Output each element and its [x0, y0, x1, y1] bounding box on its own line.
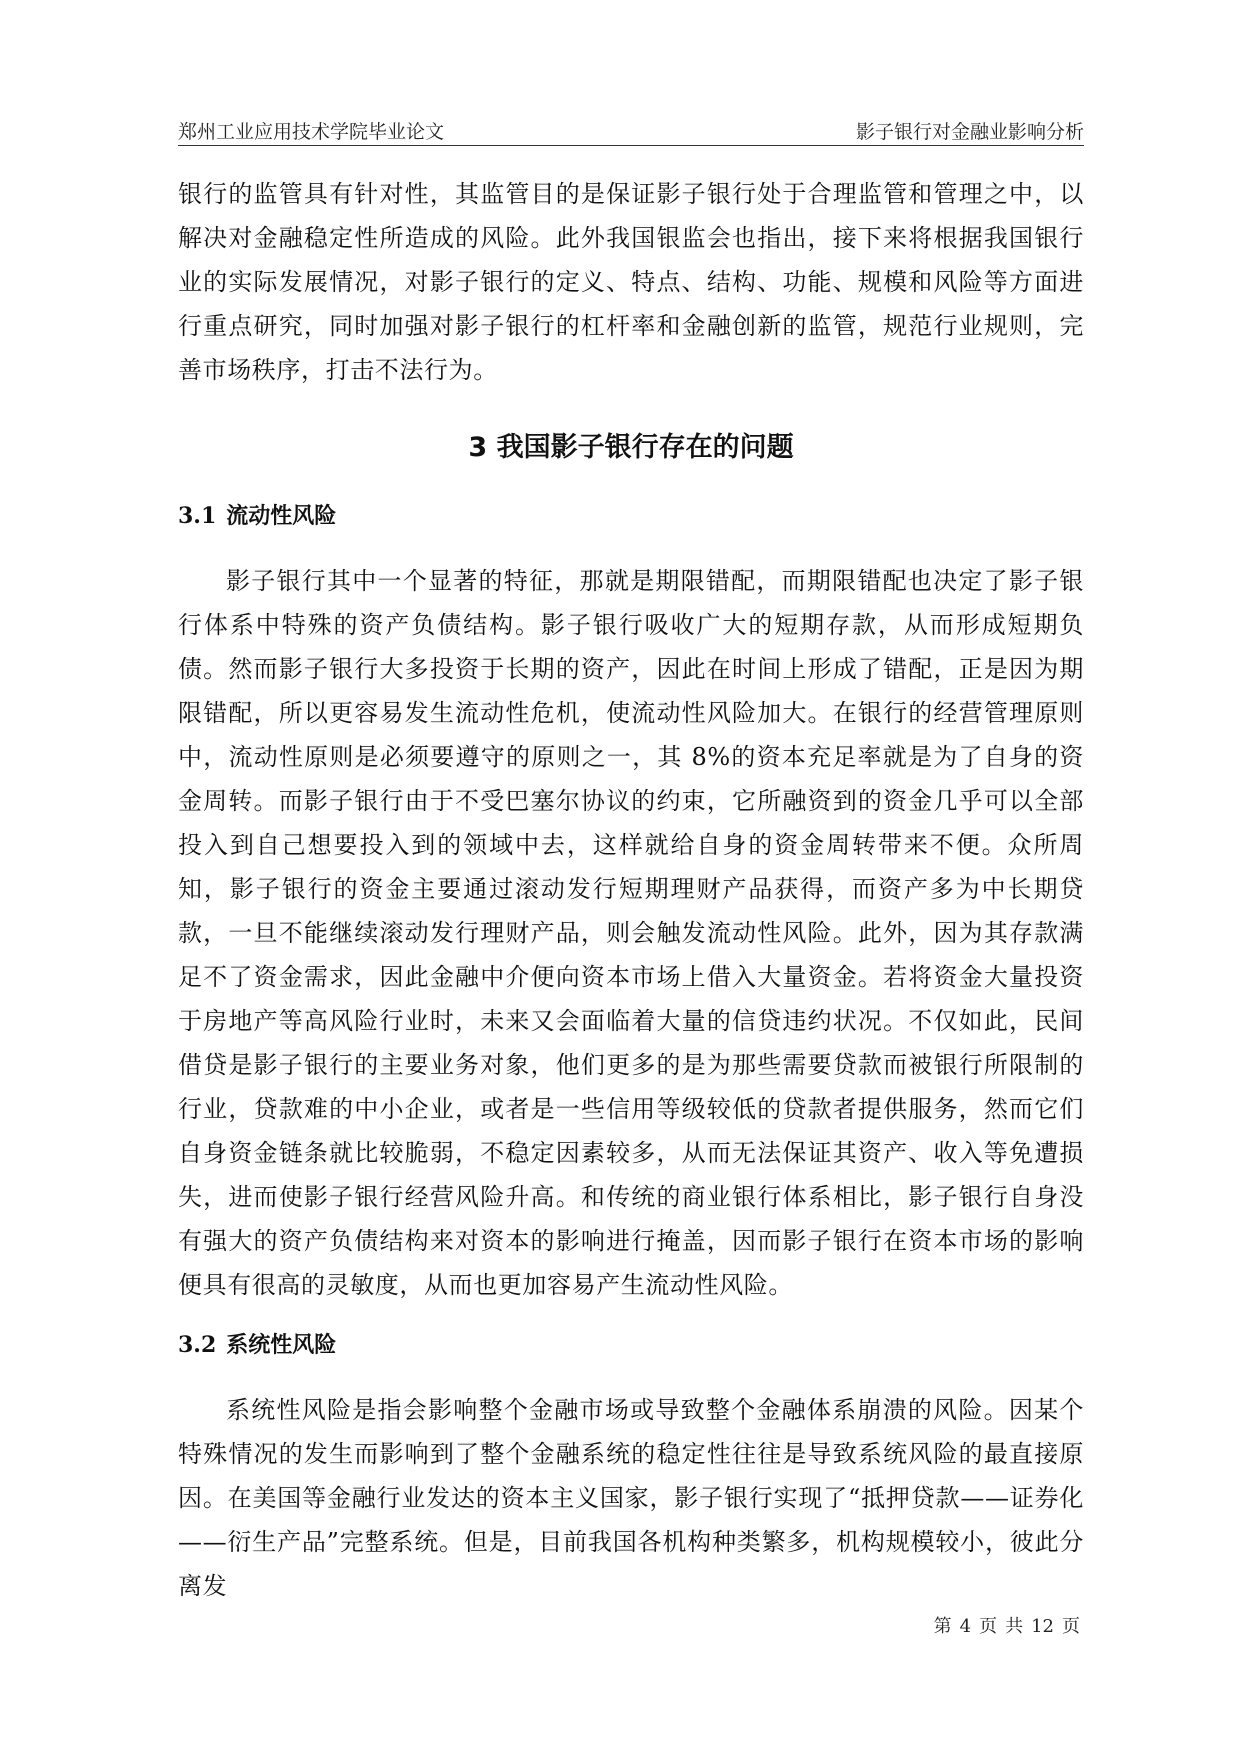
chapter-title: 3 我国影子银行存在的问题	[468, 432, 794, 463]
page-body	[178, 172, 1084, 1608]
header-thesis-title: 影子银行对金融业影响分析	[855, 121, 1084, 143]
footer-suffix: 页	[1062, 1616, 1080, 1637]
page-footer	[930, 1612, 1084, 1638]
footer-prefix: 第	[933, 1616, 952, 1637]
footer-page-number: 4	[959, 1616, 972, 1637]
footer-page-word: 页	[979, 1616, 998, 1637]
page-header	[178, 115, 1084, 146]
section-heading-3-2	[178, 1325, 1084, 1366]
section-heading-3-1	[178, 496, 1084, 537]
liquidity-paragraph: 影子银行其中一个显著的特征，那就是期限错配，而期限错配也决定了影子银行体系中特殊的资产负债结构。影子银行吸收广大的短期存款，从而形成短期负债。然而影子银行大多投资于长期的资产，因此在时间上形成了错配，正是因为期限错配，所以更容易发生流动性危机，使流动性风险加大。在银行的经营管理原则中，流动性原则是必须要遵守的原则之一，其 8%的资本充足率就是为了自身的资金周转。而影子银行由于不受巴塞尔协议的约束，它所融资到的资金几乎可以全部投入到自己想要投入到的领域中去，这样就给自身的资金周转带来不便。众所周知，影子银行的资金主要通过滚动发行短期理财产品获得，而资产多为中长期贷款，一旦不能继续滚动发行理财产品，则会触发流动性风险。此外，因为其存款满足不了资金需求，因此金融中介便向资本市场上借入大量资金。若将资金大量投资于房地产等高风险行业时，未来又会面临着大量的信贷违约状况。不仅如此，民间借贷是影子银行的主要业务对象，他们更多的是为那些需要贷款而被银行所限制的行业，贷款难的中小企业，或者是一些信用等级较低的贷款者提供服务，然而它们自身资金链条就比较脆弱，不稳定因素较多，从而无法保证其资产、收入等免遭损失，进而使影子银行经营风险升高。和传统的商业银行体系相比，影子银行自身没有强大的资产负债结构来对资本的影响进行掩盖，因而影子银行在资本市场的影响便具有很高的灵敏度，从而也更加容易产生流动性风险。	[178, 567, 1084, 1299]
footer-total-pages: 12	[1031, 1616, 1054, 1637]
systemic-paragraph: 系统性风险是指会影响整个金融市场或导致整个金融体系崩溃的风险。因某个特殊情况的发生而影响到了整个金融系统的稳定性往往是导致系统风险的最直接原因。在美国等金融行业发达的资本主义国家，影子银行实现了“抵押贷款——证券化——衍生产品”完整系统。但是，目前我国各机构种类繁多，机构规模较小，彼此分离发	[178, 1396, 1084, 1600]
section-title: 系统性风险	[226, 1333, 337, 1358]
intro-paragraph: 银行的监管具有针对性，其监管目的是保证影子银行处于合理监管和管理之中，以解决对金融稳定性所造成的风险。此外我国银监会也指出，接下来将根据我国银行业的实际发展情况，对影子银行的定义、特点、结构、功能、规模和风险等方面进行重点研究，同时加强对影子银行的杠杆率和金融创新的监管，规范行业规则，完善市场秩序，打击不法行为。	[178, 180, 1084, 384]
header-institution: 郑州工业应用技术学院毕业论文	[178, 121, 445, 143]
section-title: 流动性风险	[226, 504, 337, 529]
section-number: 3.1	[178, 503, 217, 529]
footer-total-word: 共	[1005, 1616, 1024, 1637]
section-number: 3.2	[178, 1332, 217, 1358]
